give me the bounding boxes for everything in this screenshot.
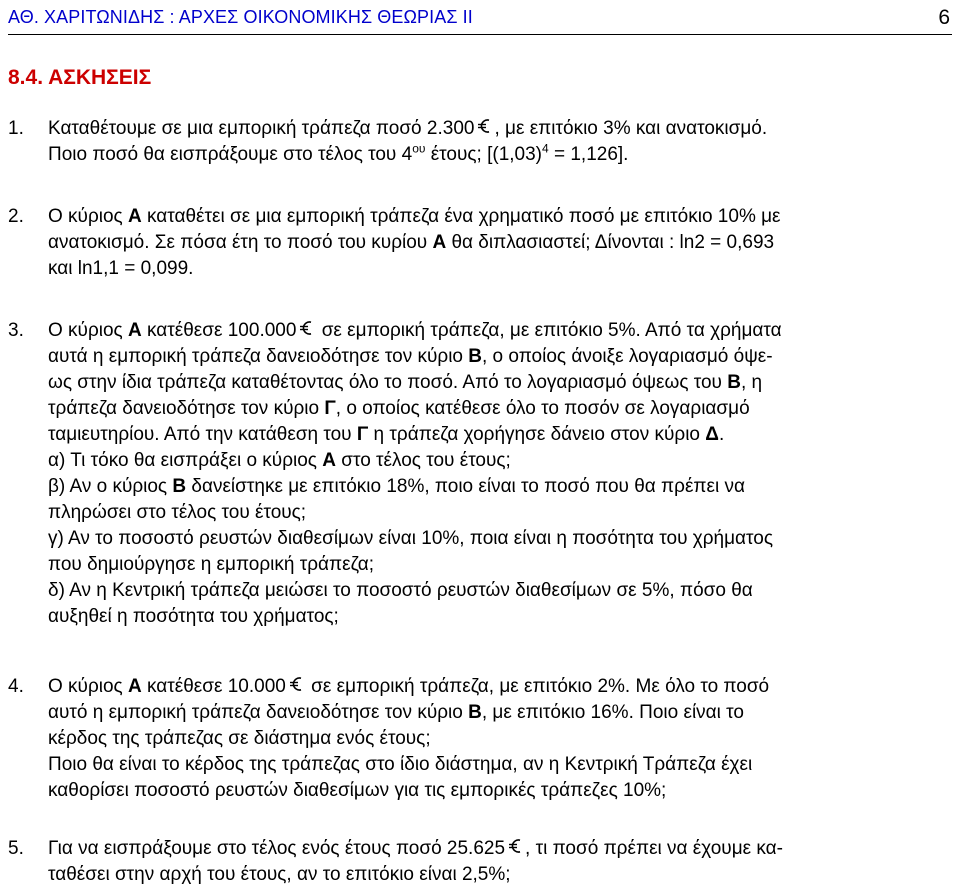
- page-header: [8, 4, 952, 35]
- page-number: 6: [938, 6, 950, 29]
- exercise-number: 2.: [8, 206, 24, 227]
- exercise-4-line-5: καθορίσει ποσοστό ρευστών διαθεσίμων για τις εμπορικές τράπεζες 10%;: [48, 780, 667, 801]
- exercise-2-line-3: και ln1,1 = 0,099.: [48, 258, 194, 279]
- exercise-4-line-3: κέρδος της τράπεζας σε διάστημα ενός έτους;: [48, 728, 431, 749]
- exercise-2-line-1: 2. Ο κύριος Α καταθέτει σε μια εμπορική τράπεζα ένα χρηματικό ποσό με επιτόκιο 10% με: [8, 206, 781, 227]
- exercise-3-question-b-line-1: β) Αν ο κύριος Β δανείστηκε με επιτόκιο 18%, ποιο είναι το ποσό που θα πρέπει να: [48, 476, 745, 497]
- exercise-3-line-2: αυτά η εμπορική τράπεζα δανειοδότησε τον κύριο Β, ο οποίος άνοιξε λογαριασμό όψε-: [48, 346, 773, 367]
- exercise-number: 1.: [8, 118, 24, 139]
- exercise-3-line-4: τράπεζα δανειοδότησε τον κύριο Γ, ο οποίος κατέθεσε όλο το ποσόν σε λογαριασμό: [48, 398, 750, 419]
- exercise-3-question-a: α) Τι τόκο θα εισπράξει ο κύριος Α στο τέλος του έτους;: [48, 450, 511, 471]
- section-title: 8.4. ΑΣΚΗΣΕΙΣ: [8, 66, 152, 89]
- exercise-4-line-1: 4. Ο κύριος Α κατέθεσε 10.000 σε εμπορική τράπεζα, με επιτόκιο 2%. Με όλο το ποσό: [8, 676, 770, 697]
- exercise-number: 4.: [8, 676, 24, 697]
- euro-icon: [299, 319, 313, 337]
- exercise-3-question-b-line-2: πληρώσει στο τέλος του έτους;: [48, 502, 307, 523]
- exercise-4-line-4: Ποιο θα είναι το κέρδος της τράπεζας στο ίδιο διάστημα, αν η Κεντρική Τράπεζα έχει: [48, 754, 753, 775]
- exercise-3-question-g-line-1: γ) Αν το ποσοστό ρευστών διαθεσίμων είναι 10%, ποια είναι η ποσότητα του χρήματος: [48, 528, 773, 549]
- exercise-3-line-5: ταμιευτηρίου. Από την κατάθεση του Γ η τράπεζα χορήγησε δάνειο στον κύριο Δ.: [48, 424, 725, 445]
- exercise-number: 5.: [8, 838, 24, 859]
- exercise-3-line-1: 3. Ο κύριος Α κατέθεσε 100.000 σε εμπορική τράπεζα, με επιτόκιο 5%. Από τα χρήματα: [8, 320, 782, 341]
- exercise-2-line-2: ανατοκισμό. Σε πόσα έτη το ποσό του κυρίου Α θα διπλασιαστεί; Δίνονται : ln2 = 0,693: [48, 232, 775, 253]
- exercise-number: 3.: [8, 320, 24, 341]
- euro-icon: [508, 837, 522, 855]
- euro-icon: [289, 675, 303, 693]
- exercise-3-question-d-line-1: δ) Αν η Κεντρική τράπεζα μειώσει το ποσοστό ρευστών διαθεσίμων σε 5%, πόσο θα: [48, 580, 753, 601]
- exercise-3-question-g-line-2: που δημιούργησε η εμπορική τράπεζα;: [48, 554, 374, 575]
- header-title: ΑΘ. ΧΑΡΙΤΩΝΙΔΗΣ : ΑΡΧΕΣ ΟΙΚΟΝΟΜΙΚΗΣ ΘΕΩΡΙΑΣ ΙΙ: [8, 7, 473, 27]
- euro-icon: [477, 117, 491, 135]
- exercise-4-line-2: αυτό η εμπορική τράπεζα δανειοδότησε τον κύριο Β, με επιτόκιο 16%. Ποιο είναι το: [48, 702, 744, 723]
- exercise-3-line-3: ως στην ίδια τράπεζα καταθέτοντας όλο το ποσό. Από το λογαριασμό όψεως του Β, η: [48, 372, 763, 393]
- exercise-5-line-1: 5. Για να εισπράξουμε στο τέλος ενός έτους ποσό 25.625 , τι ποσό πρέπει να έχουμε κα-: [8, 838, 783, 859]
- exercise-1-line-1: 1. Καταθέτουμε σε μια εμπορική τράπεζα ποσό 2.300 , με επιτόκιο 3% και ανατοκισμό.: [8, 118, 768, 139]
- exercise-5-line-2: ταθέσει στην αρχή του έτους, αν το επιτόκιο είναι 2,5%;: [48, 864, 511, 885]
- exercise-3-question-d-line-2: αυξηθεί η ποσότητα του χρήματος;: [48, 606, 339, 627]
- exercise-1-line-2: Ποιο ποσό θα εισπράξουμε στο τέλος του $4^{o\upsilon}$ έτους; $[(1,03)^4 = 1,126]$.: [48, 141, 629, 165]
